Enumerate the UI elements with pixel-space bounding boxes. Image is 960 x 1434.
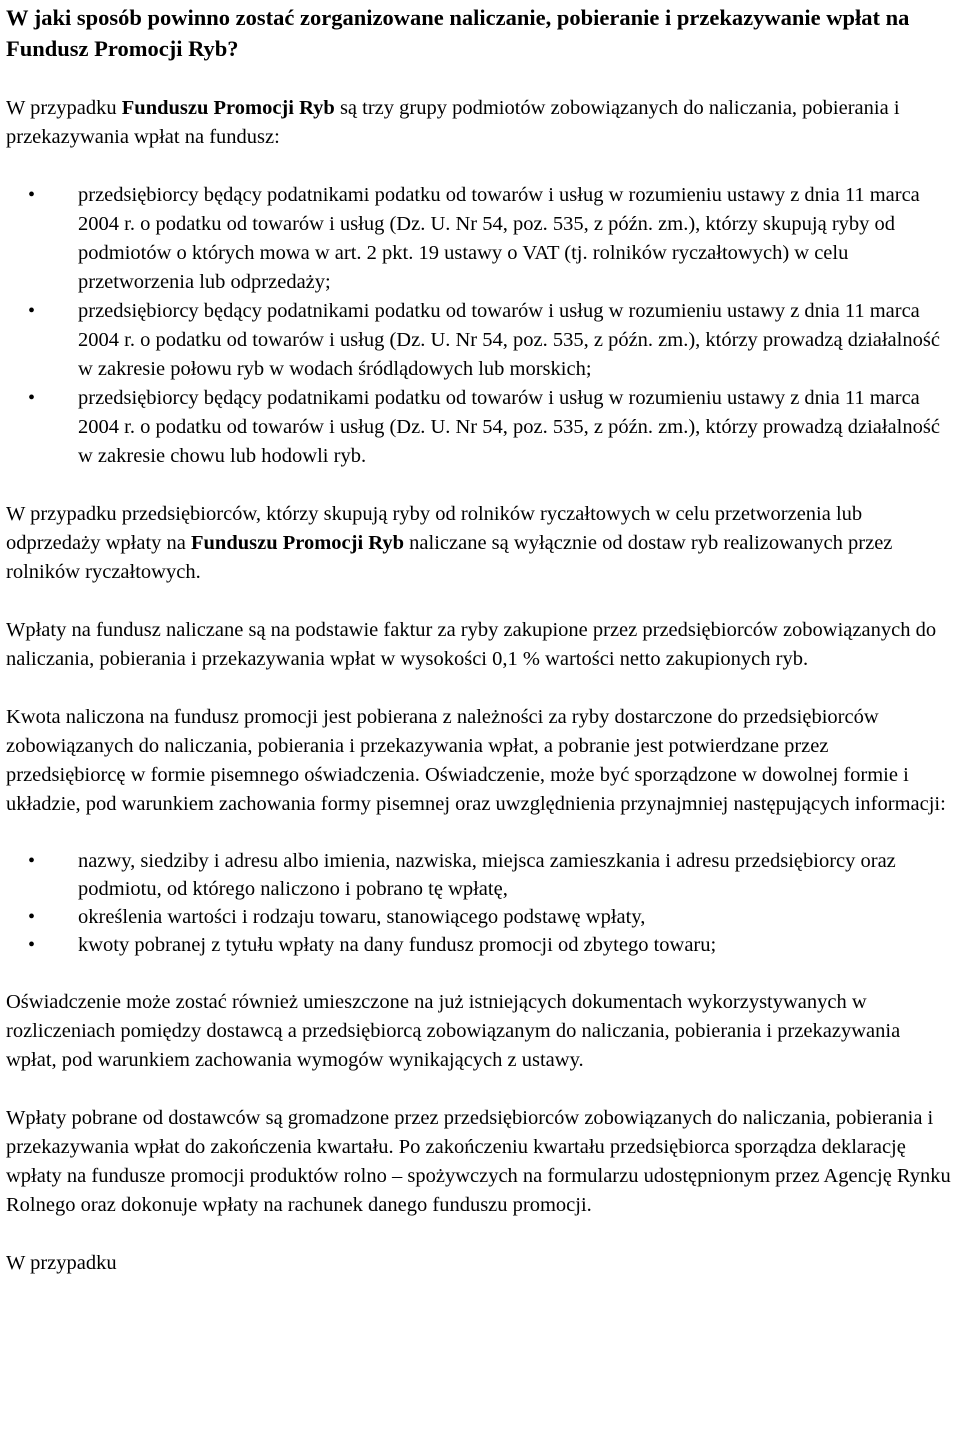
page-title: W jaki sposób powinno zostać zorganizowane naliczanie, pobieranie i przekazywanie wpłat na Fundusz Promocji Ryb? — [6, 5, 910, 61]
list-item — [6, 384, 952, 471]
list-item-text: kwoty pobranej z tytułu wpłaty na dany fundusz promocji od zbytego towaru; — [78, 934, 717, 956]
collected-paragraph: Wpłaty pobrane od dostawców są gromadzone przez przedsiębiorców zobowiązanych do naliczania, pobierania i przekazywania wpłat do zakończenia kwartału. Po zakończeniu kwartału przedsiębiorca sporządza deklarację wpłaty na fundusze promocji produktów rolno – spożywczych na formularzu udostępnionym przez Agencję Rynku Rolnego oraz dokonuje wpłaty na rachunek danego funduszu promocji. — [6, 1107, 951, 1216]
obligated-groups-list — [6, 181, 952, 471]
statement-paragraph: Oświadczenie może zostać również umieszczone na już istniejących dokumentach wykorzystywanych w rozliczeniach pomiędzy dostawcą a przedsiębiorcą zobowiązanym do naliczania, pobierania i przekazywania wpłat, pod warunkiem zachowania wymogów wynikających z ustawy. — [6, 991, 901, 1071]
list-item-text: przedsiębiorcy będący podatnikami podatku od towarów i usług w rozumieniu ustawy z dnia 11 marca 2004 r. o podatku od towarów i usług (Dz. U. Nr 54, poz. 535, z późn. zm.), którzy prowadzą działalność w zakresie połowu ryb w wodach śródlądowych lub morskich; — [78, 300, 940, 380]
buyers-text-end: naliczane są wyłącznie od dostaw ryb realizowanych przez rolników ryczałtowych. — [6, 532, 893, 583]
bullet-icon: • — [28, 850, 36, 872]
bullet-icon: • — [28, 184, 36, 206]
required-info-list — [6, 847, 952, 959]
intro-paragraph — [6, 94, 952, 152]
bullet-icon: • — [28, 387, 36, 409]
trailing-paragraph: W przypadku — [6, 1252, 117, 1274]
list-item — [6, 903, 952, 931]
invoices-paragraph: Wpłaty na fundusz naliczane są na podstawie faktur za ryby zakupione przez przedsiębiorców zobowiązanych do naliczania, pobierania i przekazywania wpłat w wysokości 0,1 % wartości netto zakupionych ryb. — [6, 619, 937, 670]
list-item — [6, 297, 952, 384]
list-item-text: przedsiębiorcy będący podatnikami podatku od towarów i usług w rozumieniu ustawy z dnia 11 marca 2004 r. o podatku od towarów i usług (Dz. U. Nr 54, poz. 535, z późn. zm.), którzy skupują ryby od podmiotów o których mowa w art. 2 pkt. 19 ustawy o VAT (tj. rolników ryczałtowych) w celu przetworzenia lub odprzedaży; — [78, 184, 920, 293]
list-item — [6, 931, 952, 959]
list-item — [6, 181, 952, 297]
buyers-text-start: W przypadku przedsiębiorców, którzy skupują ryby od rolników ryczałtowych w celu przetworzenia lub odprzedaży wpłaty na — [6, 503, 863, 554]
list-item-text: nazwy, siedziby i adresu albo imienia, nazwiska, miejsca zamieszkania i adresu przedsiębiorcy oraz podmiotu, od którego naliczono i pobrano tę wpłatę, — [78, 850, 896, 900]
amount-paragraph: Kwota naliczona na fundusz promocji jest pobierana z należności za ryby dostarczone do przedsiębiorców zobowiązanych do naliczania, pobierania i przekazywania wpłat, a pobranie jest potwierdzane przez przedsiębiorcę w formie pisemnego oświadczenia. Oświadczenie, może być sporządzone w dowolnej formie i układzie, pod warunkiem zachowania formy pisemnej oraz uwzględnienia przynajmniej następujących informacji: — [6, 706, 946, 815]
list-item — [6, 847, 952, 903]
list-item-text: określenia wartości i rodzaju towaru, stanowiącego podstawę wpłaty, — [78, 906, 646, 928]
list-item-text: przedsiębiorcy będący podatnikami podatku od towarów i usług w rozumieniu ustawy z dnia 11 marca 2004 r. o podatku od towarów i usług (Dz. U. Nr 54, poz. 535, z późn. zm.), którzy prowadzą działalność w zakresie chowu lub hodowli ryb. — [78, 387, 940, 467]
bullet-icon: • — [28, 300, 36, 322]
buyers-fund-name: Funduszu Promocji Ryb — [191, 532, 405, 554]
intro-fund-name: Funduszu Promocji Ryb — [121, 97, 335, 119]
bullet-icon: • — [28, 934, 36, 956]
intro-text-start: W przypadku — [6, 97, 122, 119]
bullet-icon: • — [28, 906, 36, 928]
buyers-paragraph — [6, 500, 952, 587]
intro-text-end: są trzy grupy podmiotów zobowiązanych do naliczania, pobierania i przekazywania wpłat na fundusz: — [6, 97, 900, 148]
